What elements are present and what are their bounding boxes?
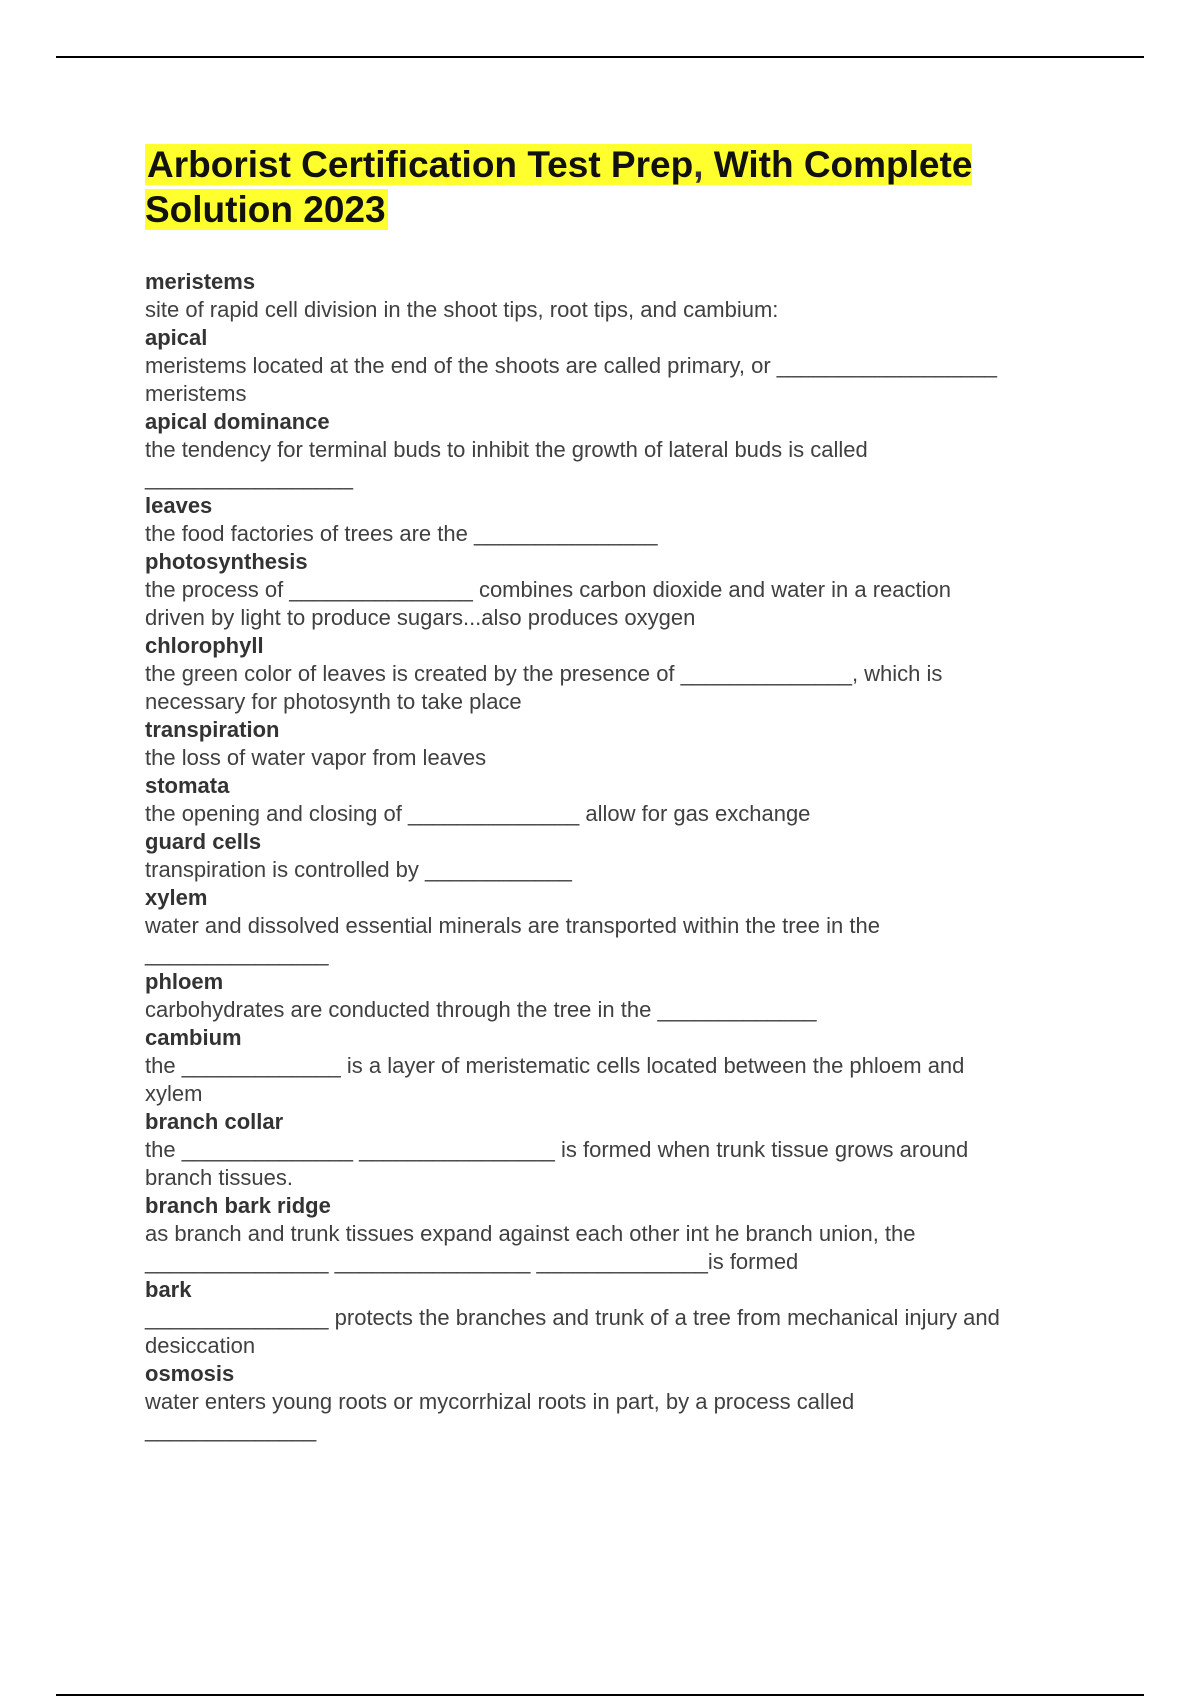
definition: the food factories of trees are the _______________ xyxy=(145,521,658,546)
definition: the loss of water vapor from leaves xyxy=(145,745,487,770)
flashcard xyxy=(145,1024,1075,1108)
definition: transpiration is controlled by ____________ xyxy=(145,857,572,882)
definition: the tendency for terminal buds to inhibit the growth of lateral buds is called _________________ xyxy=(145,437,868,490)
term: guard cells xyxy=(145,829,262,854)
definition: _______________ protects the branches and trunk of a tree from mechanical injury and desiccation xyxy=(145,1305,1000,1358)
flashcard xyxy=(145,772,1075,828)
document-title xyxy=(145,142,1075,232)
term: leaves xyxy=(145,493,213,518)
flashcard xyxy=(145,268,1075,324)
title-main: Arborist Certification Test Prep xyxy=(147,144,694,185)
term: apical dominance xyxy=(145,409,330,434)
flashcard xyxy=(145,968,1075,1024)
title-separator: , xyxy=(693,144,704,185)
term: stomata xyxy=(145,773,230,798)
flashcard-list xyxy=(145,268,1075,1444)
term: phloem xyxy=(145,969,224,994)
flashcard xyxy=(145,884,1075,968)
flashcard xyxy=(145,716,1075,772)
flashcard xyxy=(145,1108,1075,1192)
term: osmosis xyxy=(145,1361,235,1386)
term: branch collar xyxy=(145,1109,284,1134)
term: photosynthesis xyxy=(145,549,308,574)
flashcard xyxy=(145,408,1075,492)
definition: meristems located at the end of the shoots are called primary, or __________________ meristems xyxy=(145,353,998,406)
flashcard xyxy=(145,1192,1075,1276)
definition: carbohydrates are conducted through the tree in the _____________ xyxy=(145,997,817,1022)
definition: the ______________ ________________ is formed when trunk tissue grows around branch tissues. xyxy=(145,1137,969,1190)
definition: site of rapid cell division in the shoot tips, root tips, and cambium: xyxy=(145,297,779,322)
definition: the opening and closing of ______________ allow for gas exchange xyxy=(145,801,811,826)
term: branch bark ridge xyxy=(145,1193,331,1218)
flashcard xyxy=(145,492,1075,548)
flashcard xyxy=(145,828,1075,884)
document-body xyxy=(145,142,1075,1444)
flashcard xyxy=(145,1276,1075,1360)
top-rule xyxy=(56,56,1144,58)
term: cambium xyxy=(145,1025,242,1050)
term: meristems xyxy=(145,269,256,294)
definition: the _____________ is a layer of meristematic cells located between the phloem and xylem xyxy=(145,1053,965,1106)
flashcard xyxy=(145,324,1075,408)
definition: the green color of leaves is created by the presence of ______________, which is necessary for photosynth to take place xyxy=(145,661,943,714)
title-rest: With Complete Solution 2023 xyxy=(145,144,973,230)
term: bark xyxy=(145,1277,192,1302)
definition: water and dissolved essential minerals are transported within the tree in the _______________ xyxy=(145,913,880,966)
flashcard xyxy=(145,548,1075,632)
term: chlorophyll xyxy=(145,633,264,658)
flashcard xyxy=(145,632,1075,716)
bottom-rule xyxy=(56,1694,1144,1696)
definition: water enters young roots or mycorrhizal roots in part, by a process called ______________ xyxy=(145,1389,855,1442)
definition: as branch and trunk tissues expand against each other int he branch union, the _______________ ________________ ______________is formed xyxy=(145,1221,916,1274)
definition: the process of _______________ combines carbon dioxide and water in a reaction driven by light to produce sugars...also produces oxygen xyxy=(145,577,951,630)
term: apical xyxy=(145,325,208,350)
flashcard xyxy=(145,1360,1075,1444)
term: xylem xyxy=(145,885,208,910)
term: transpiration xyxy=(145,717,280,742)
